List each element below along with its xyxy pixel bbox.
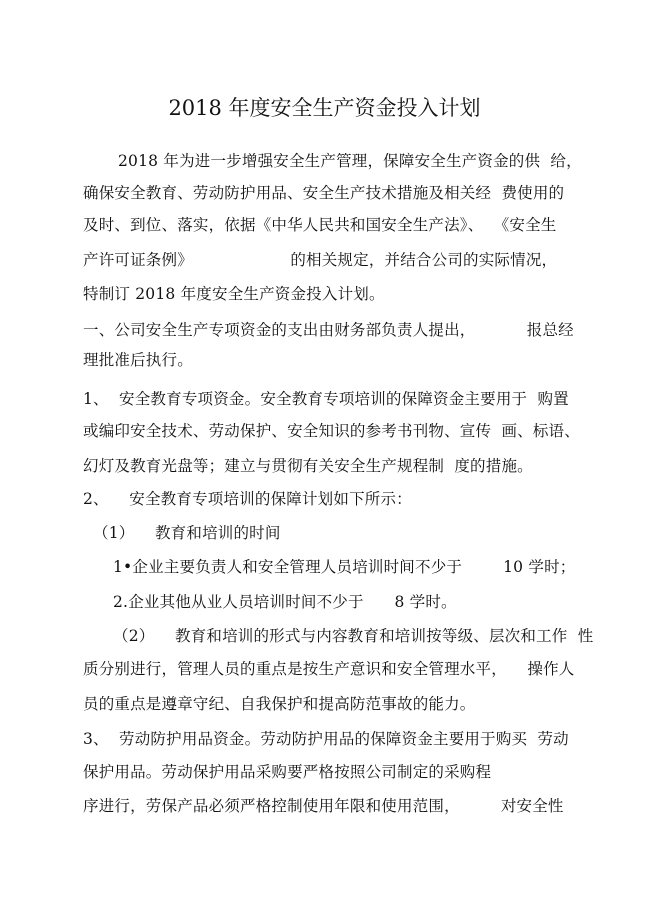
intro-line-1: 2018 年为进一步增强安全生产管理，保障安全生产资金的供 给， [118, 152, 582, 170]
intro-line-3: 及时、到位、落实，依据《中华人民共和国安全生产法》、 《安全生 [83, 216, 557, 234]
item-1-line-2: 或编印安全技术、劳动保护、安全知识的参考书刊物、宣传 画、标语、 [83, 422, 580, 440]
sub-2-line-2: 质分别进行，管理人员的重点是按生产意识和安全管理水平， 操作人 [83, 660, 575, 678]
item-1-line-1: 1、 安全教育专项资金。安全教育专项培训的保障资金主要用于 购置 [83, 390, 569, 408]
intro-line-2: 确保安全教育、劳动防护用品、安全生产技术措施及相关经 费使用的 [83, 184, 565, 202]
item-2-line-1: 2、 安全教育专项培训的保障计划如下所示： [83, 490, 412, 508]
sub-2-line-3: 员的重点是遵章守纪、自我保护和提高防范事故的能力。 [83, 695, 476, 713]
document-title: 2018 年度安全生产资金投入计划 [168, 96, 481, 120]
section-1-line-1: 一、公司安全生产专项资金的支出由财务部负责人提出， 报总经 [83, 321, 574, 339]
intro-line-4: 产许可证条例》 的相关规定，并结合公司的实际情况， [83, 251, 558, 269]
sub-1-point-2: 2.企业其他从业人员培训时间不少于 8 学时。 [113, 593, 457, 611]
section-1-line-2: 理批准后执行。 [83, 351, 193, 369]
item-3-line-1: 3、 劳动防护用品资金。劳动防护用品的保障资金主要用于购买 劳动 [83, 730, 569, 748]
sub-1-point-1: 1•企业主要负责人和安全管理人员培训时间不少于 10 学时； [113, 558, 576, 576]
item-3-line-3: 序进行，劳保产品必须严格控制使用年限和使用范围， 对安全性 [83, 797, 564, 815]
sub-2-line-1: （2） 教育和培训的形式与内容教育和培训按等级、层次和工作 性 [113, 627, 594, 645]
sub-1-heading: （1） 教育和培训的时间 [93, 524, 281, 542]
item-1-line-3: 幻灯及教育光盘等；建立与贯彻有关安全生产规程制 度的措施。 [83, 457, 533, 475]
intro-line-5: 特制订 2018 年度安全生产资金投入计划。 [83, 285, 385, 303]
item-3-line-2: 保护用品。劳动保护用品采购要严格按照公司制定的采购程 [83, 763, 492, 781]
